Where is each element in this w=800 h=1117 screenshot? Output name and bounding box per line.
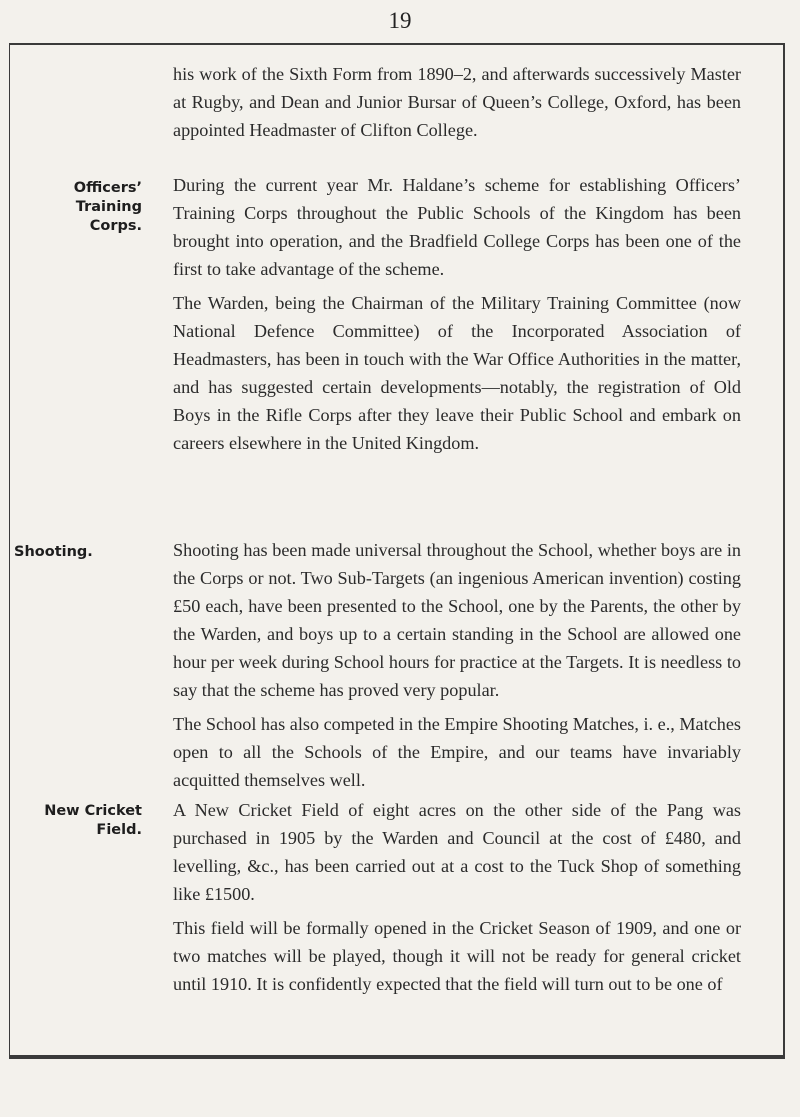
paragraph: The School has also competed in the Empire Shooting Matches, i. e., Matches open to all the Schools of the Empire, and our teams have invariably acquitted themselves well. (173, 714, 741, 790)
paragraph: Shooting has been made universal throughout the School, whether boys are in the Corps or not. Two Sub-Targets (an ingenious American invention) costing £50 each, have been presented to the School, one by the Parents, the other by the Warden, and boys up to a certain standing in the School are allowed one hour per week during School hours for practice at the Targets. It is needless to say that the scheme has proved very popular. (173, 540, 741, 700)
paragraph: The Warden, being the Chairman of the Military Training Committee (now National Defence Committee) of the Incorporated Association of Headmasters, has been in touch with the War Office Authorities in the matter, and has suggested certain developments—notably, the registration of Old Boys in the Rifle Corps after they leave their Public School and embark on careers elsewhere in the United Kingdom. (173, 293, 741, 453)
side-label-line: Officers’ (73, 180, 142, 196)
section-body (173, 171, 741, 457)
side-label-line: Shooting. (14, 544, 93, 560)
side-label-line: Training (75, 199, 142, 215)
side-label-shooting (14, 543, 154, 562)
side-label-line: Field. (96, 822, 142, 838)
side-label-officers-training-corps (14, 179, 142, 236)
page-number: 19 (388, 8, 412, 33)
intro-paragraph: his work of the Sixth Form from 1890–2, and afterwards successively Master at Rugby, and Dean and Junior Bursar of Queen’s College, Oxford, has been appointed Headmaster of Clifton College. (173, 64, 741, 140)
section-body (173, 536, 741, 794)
side-label-line: New Cricket (44, 803, 142, 819)
paragraph: A New Cricket Field of eight acres on the other side of the Pang was purchased in 1905 by the Warden and Council at the cost of £480, and levelling, &c., has been carried out at a cost to the Tuck Shop of something like £1500. (173, 800, 741, 904)
section-body (173, 796, 741, 998)
paragraph: This field will be formally opened in the Cricket Season of 1909, and one or two matches will be played, though it will not be ready for general cricket until 1910. It is confidently expected that the field will turn out to be one of (173, 918, 741, 994)
side-label-new-cricket-field (14, 802, 142, 840)
intro-block (173, 60, 741, 144)
paragraph: During the current year Mr. Haldane’s scheme for establishing Officers’ Training Corps throughout the Public Schools of the Kingdom has been brought into operation, and the Bradfield College Corps has been one of the first to take advantage of the scheme. (173, 175, 741, 279)
side-label-line: Corps. (89, 218, 142, 234)
